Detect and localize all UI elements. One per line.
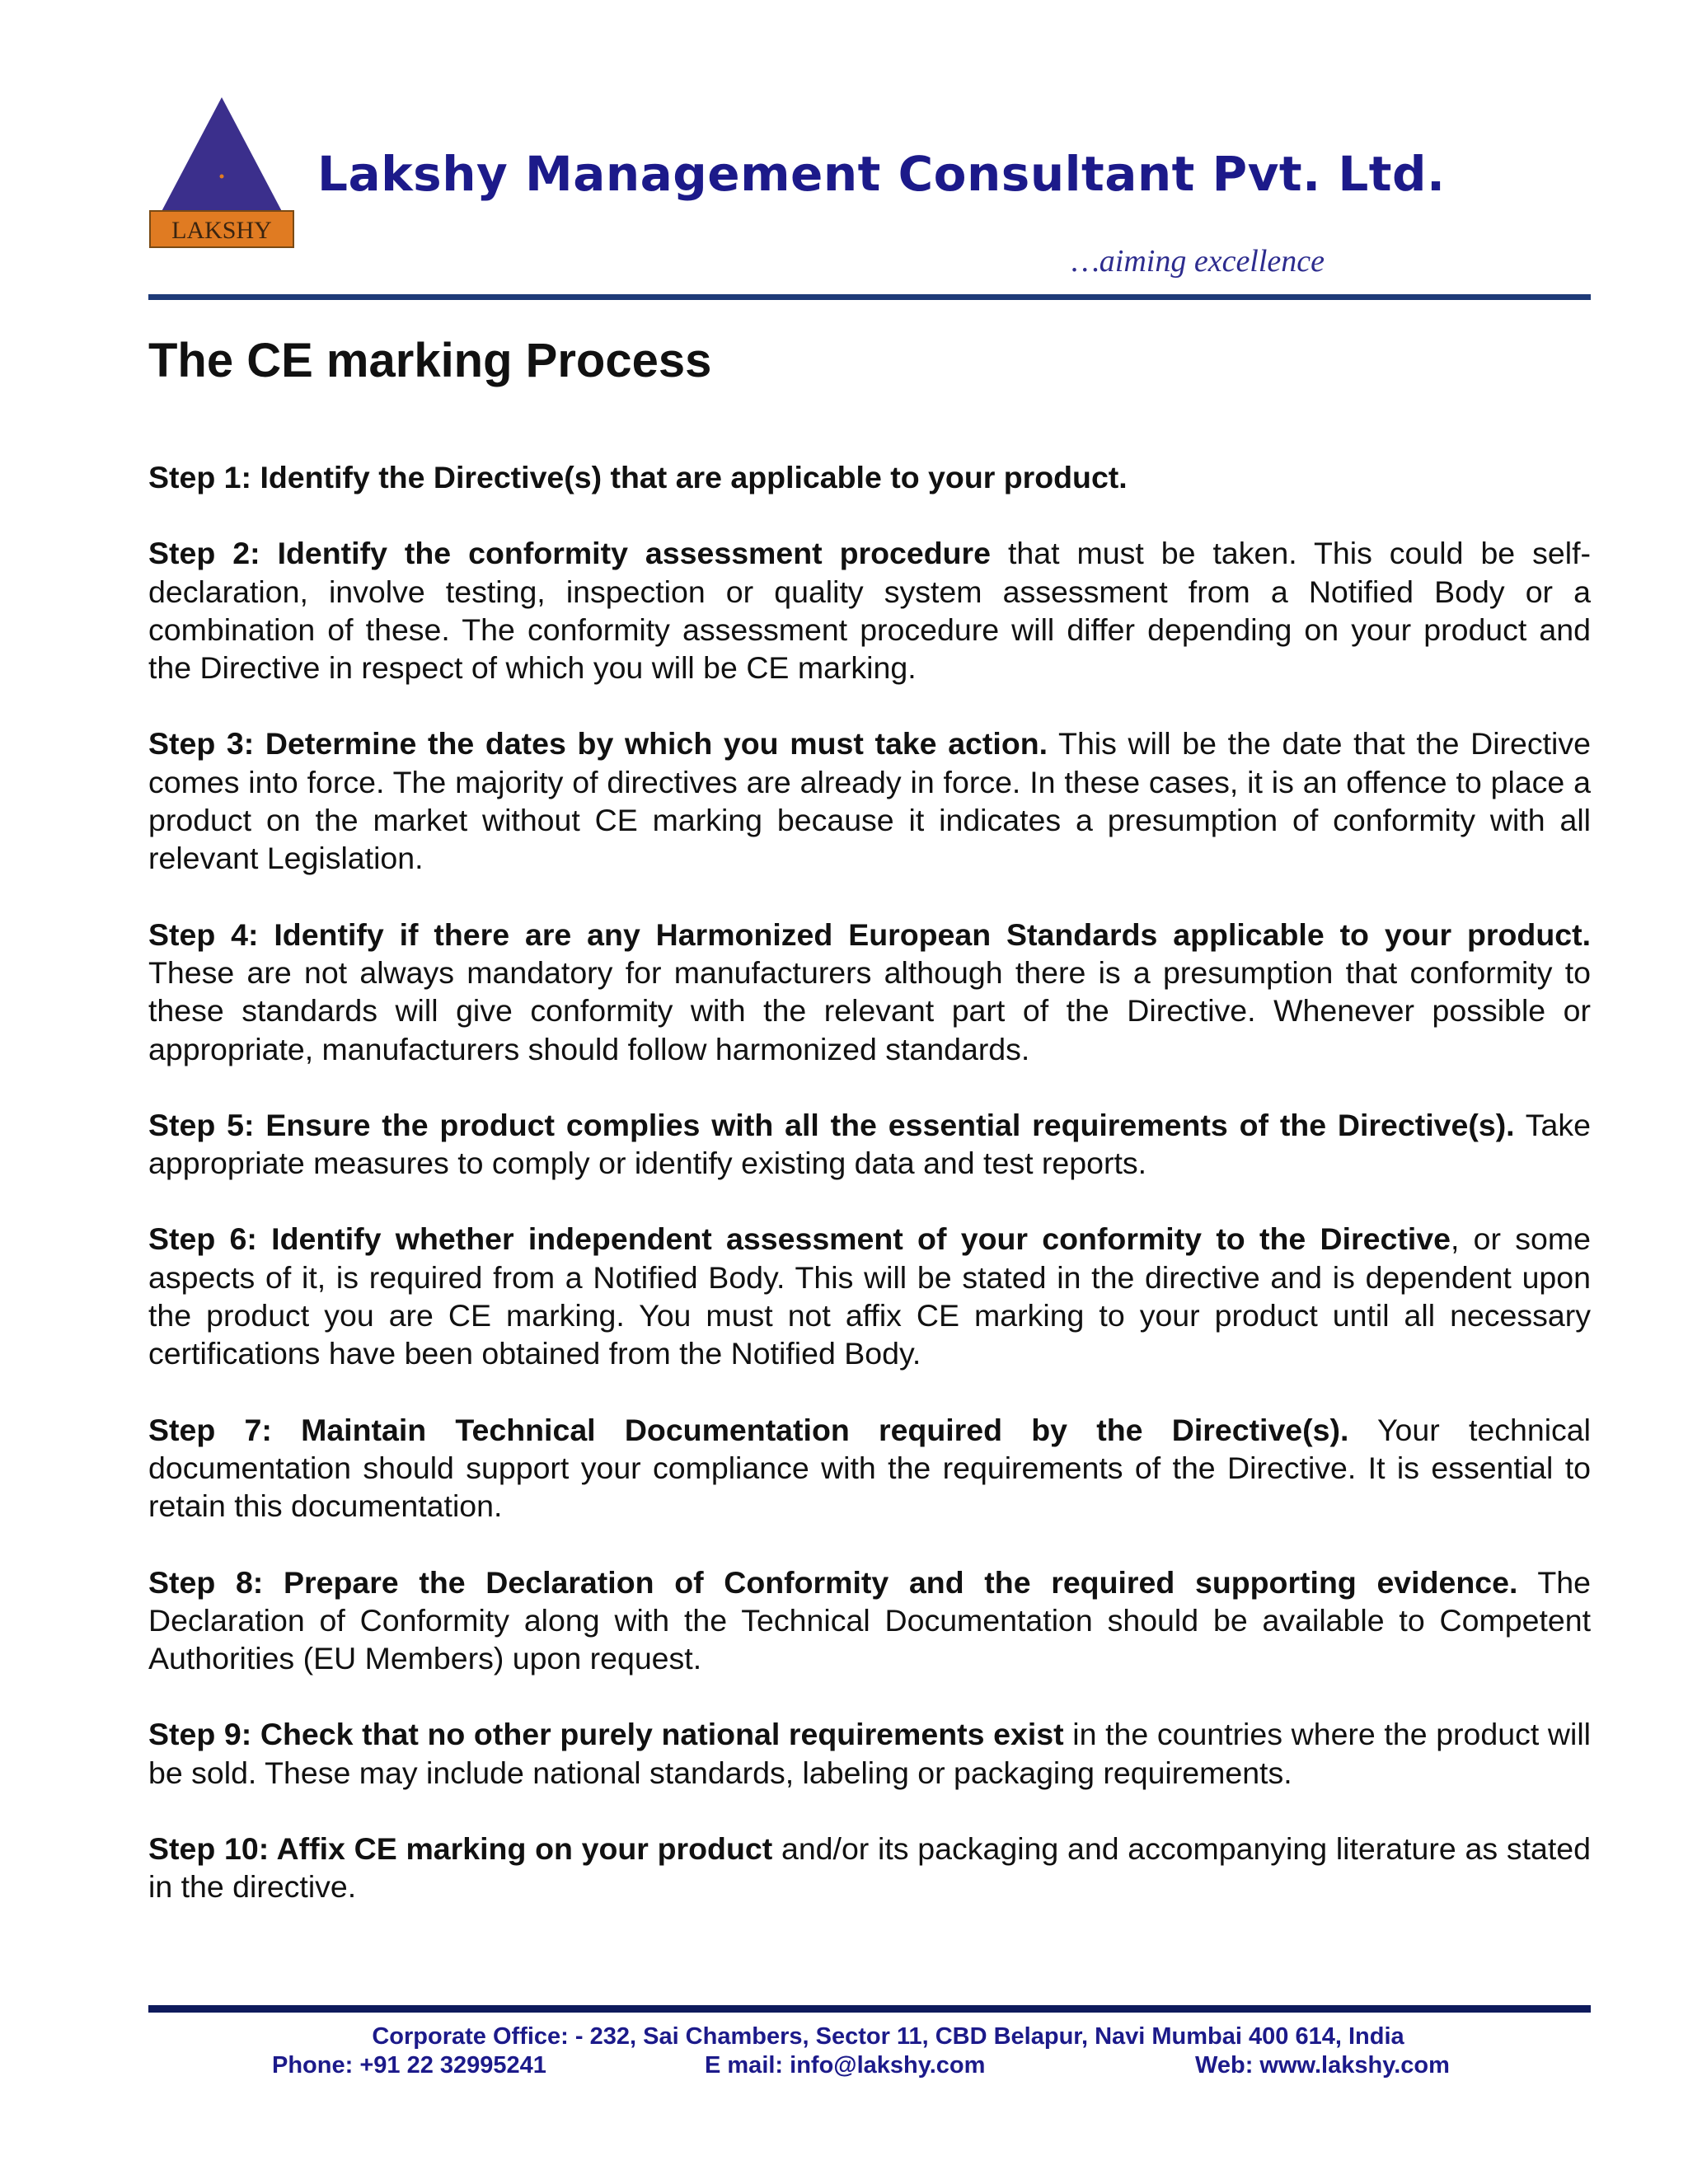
step-5-text: Take appropriate measures to comply or identify existing data and test reports.	[148, 1107, 1592, 1181]
step-9-text: in the countries where the product will be sold. These may include national standards, labeling or packaging requirements.	[148, 1717, 1591, 1790]
step-10	[148, 1830, 1591, 1906]
page-title: The CE marking Process	[148, 334, 712, 387]
step-1	[148, 458, 1591, 496]
step-9-heading: Step 9: Check that no other purely national requirements exist	[148, 1717, 1064, 1752]
step-10-text: and/or its packaging and accompanying literature as stated in the directive.	[148, 1831, 1591, 1905]
step-10-heading: Step 10: Affix CE marking on your product	[148, 1831, 773, 1867]
header-divider	[148, 294, 1591, 300]
step-6-heading: Step 6: Identify whether independent assessment of your conformity to the Directive	[148, 1221, 1451, 1257]
step-3	[148, 724, 1591, 877]
step-7-text: Your technical documentation should support your compliance with the requirements of the Directive. It is essential to retain this documentation.	[148, 1412, 1591, 1524]
footer-divider	[148, 2005, 1591, 2013]
step-8	[148, 1563, 1591, 1678]
step-3-heading: Step 3: Determine the dates by which you must take action.	[148, 726, 1048, 762]
footer-contacts	[148, 2052, 1591, 2083]
step-4-text: These are not always mandatory for manufacturers although there is a presumption that conformity to these standards will give conformity with the relevant part of the Directive. Whenever possible or appropriate, manufacturers should follow harmonized standards.	[148, 954, 1591, 1066]
letterhead	[148, 95, 1591, 297]
step-8-heading: Step 8: Prepare the Declaration of Conformity and the required supporting evidence.	[148, 1564, 1518, 1600]
step-5	[148, 1106, 1591, 1183]
step-5-heading: Step 5: Ensure the product complies with all the essential requirements of the Directive(s).	[148, 1107, 1515, 1142]
step-2-heading: Step 2: Identify the conformity assessment procedure	[148, 536, 992, 571]
step-6	[148, 1220, 1591, 1372]
footer-phone: Phone: +91 22 32995241	[272, 2052, 546, 2079]
steps-list	[148, 458, 1591, 1944]
footer-web-link[interactable]: Web: www.lakshy.com	[1195, 2052, 1450, 2079]
step-7	[148, 1411, 1591, 1526]
step-4	[148, 916, 1591, 1068]
step-2-text: that must be taken. This could be self-declaration, involve testing, inspection or quality system assessment from a Notified Body or a combination of these. The conformity assessment procedure will differ depending on your product and the Directive in respect of which you will be CE marking.	[148, 536, 1591, 686]
tagline: …aiming excellence	[1071, 244, 1325, 279]
corporate-office-address: Corporate Office: - 232, Sai Chambers, Sector 11, CBD Belapur, Navi Mumbai 400 614, India	[372, 2023, 1404, 2050]
lakshy-logo	[148, 95, 295, 250]
footer	[148, 2023, 1591, 2083]
step-6-text: , or some aspects of it, is required from a Notified Body. This will be stated in the directive and is dependent upon the product you are CE marking. You must not affix CE marking to your product until all necessary certifications have been obtained from the Notified Body.	[148, 1221, 1591, 1371]
step-2	[148, 534, 1591, 687]
footer-email-link[interactable]: E mail: info@lakshy.com	[705, 2052, 986, 2079]
step-4-heading: Step 4: Identify if there are any Harmonized European Standards applicable to your product.	[148, 916, 1591, 952]
step-1-heading: Step 1: Identify the Directive(s) that are applicable to your product.	[148, 460, 1128, 494]
step-9	[148, 1715, 1591, 1792]
step-7-heading: Step 7: Maintain Technical Documentation required by the Directive(s).	[148, 1412, 1349, 1447]
step-8-text: The Declaration of Conformity along with the Technical Documentation should be available to Competent Authorities (EU Members) upon request.	[148, 1564, 1592, 1676]
step-3-text: This will be the date that the Directive comes into force. The majority of directives are already in force. In these cases, it is an offence to place a product on the market without CE marking because it indicates a presumption of conformity with all relevant Legislation.	[148, 726, 1591, 876]
logo-text: LAKSHY	[171, 217, 272, 244]
company-name: Lakshy Management Consultant Pvt. Ltd.	[317, 146, 1446, 202]
